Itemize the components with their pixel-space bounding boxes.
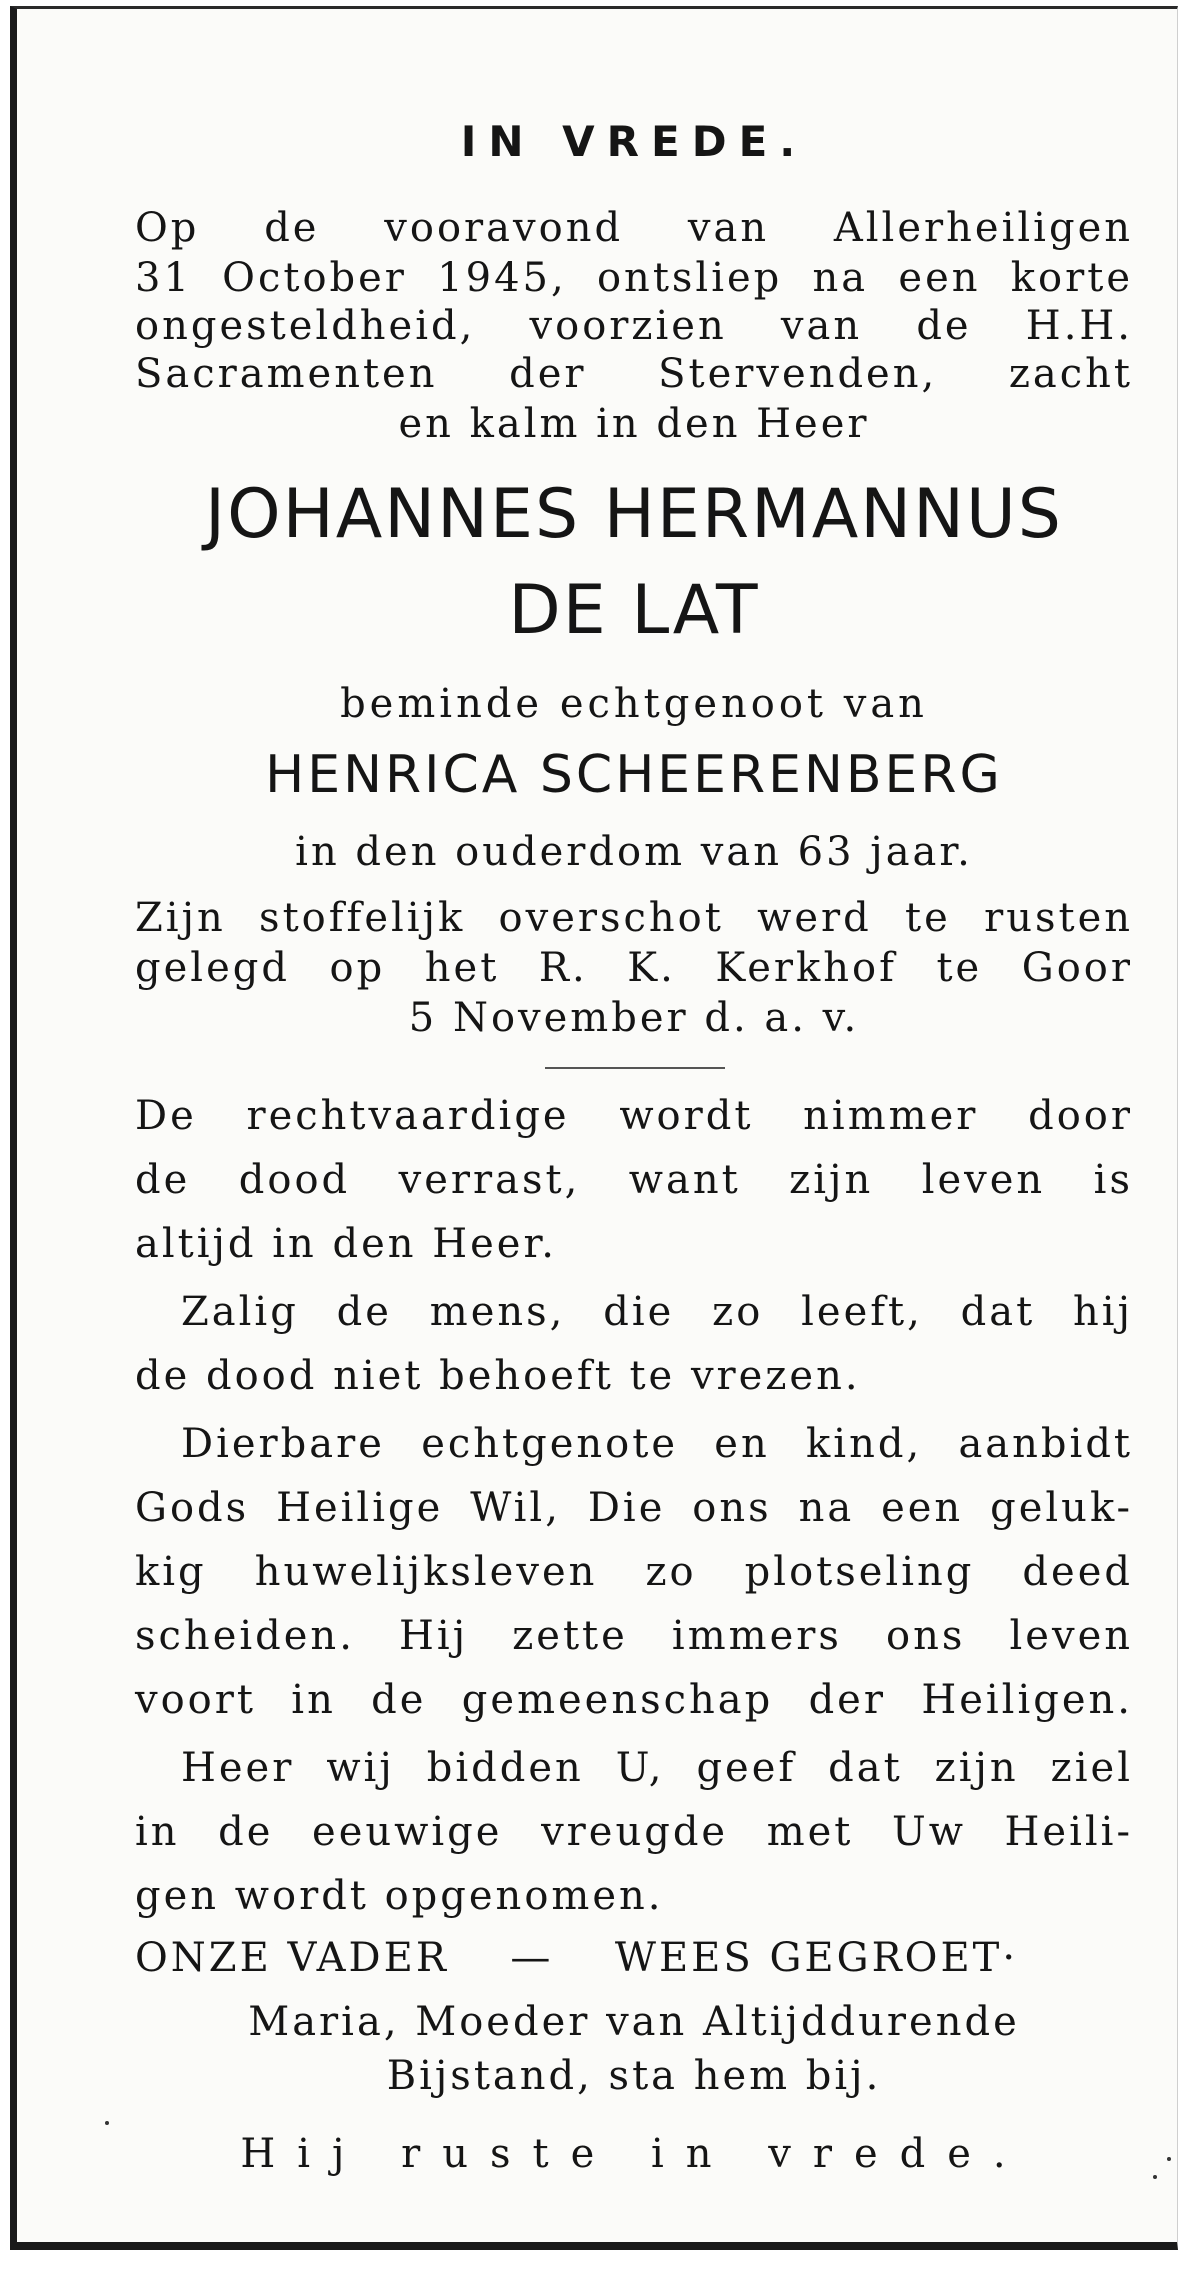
invocation-line: Maria, Moeder van Altijddurende bbox=[248, 1999, 1020, 2045]
intro-line: Sacramenten der Stervenden, zacht bbox=[135, 351, 1133, 397]
text-line: Zalig de mens, die zo leeft, dat hij bbox=[181, 1289, 1133, 1335]
age-line: in den ouderdom van 63 jaar. bbox=[295, 829, 973, 875]
text-line: de dood verrast, want zijn leven is bbox=[135, 1157, 1133, 1203]
prayer-separator: — bbox=[510, 1935, 554, 1981]
burial-line: 5 November d. a. v. bbox=[408, 995, 860, 1041]
intro-line: en kalm in den Heer bbox=[398, 401, 870, 447]
text-line: Dierbare echtgenote en kind, aanbidt bbox=[181, 1421, 1133, 1467]
spouse-label: beminde echtgenoot van bbox=[340, 681, 928, 727]
text-line: altijd in den Heer. bbox=[135, 1221, 557, 1267]
text-line: in de eeuwige vreugde met Uw Heili- bbox=[135, 1809, 1133, 1855]
text-line: kig huwelijksleven zo plotseling deed bbox=[135, 1549, 1133, 1595]
text-line: gen wordt opgenomen. bbox=[135, 1873, 664, 1919]
text-line: de dood niet behoeft te vrezen. bbox=[135, 1353, 861, 1399]
prayers-line bbox=[135, 1935, 1133, 1981]
prayer-left: ONZE VADER bbox=[135, 1935, 449, 1981]
deceased-first-names: JOHANNES HERMANNUS bbox=[205, 475, 1063, 554]
closing-line: Hij ruste in vrede. bbox=[240, 2131, 1028, 2177]
print-speck bbox=[1153, 2175, 1157, 2179]
invocation-line: Bijstand, sta hem bij. bbox=[386, 2053, 882, 2099]
divider bbox=[545, 1067, 725, 1069]
text-line: voort in de gemeenschap der Heiligen. bbox=[135, 1677, 1133, 1723]
heading: IN VREDE. bbox=[460, 117, 808, 166]
intro-line: Op de vooravond van Allerheiligen bbox=[135, 205, 1133, 251]
memorial-card bbox=[10, 6, 1178, 2250]
text-line: De rechtvaardige wordt nimmer door bbox=[135, 1093, 1133, 1139]
text-line: Heer wij bidden U, geef dat zijn ziel bbox=[181, 1745, 1133, 1791]
print-speck bbox=[1167, 2157, 1171, 2161]
text-line: Gods Heilige Wil, Die ons na een geluk- bbox=[135, 1485, 1133, 1531]
intro-line: ongesteldheid, voorzien van de H.H. bbox=[135, 303, 1133, 349]
burial-line: Zijn stoffelijk overschot werd te rusten bbox=[135, 895, 1133, 941]
print-speck bbox=[105, 2121, 109, 2125]
prayer-right: WEES GEGROET· bbox=[614, 1935, 1019, 1981]
spouse-name: HENRICA SCHEERENBERG bbox=[265, 745, 1003, 805]
text-line: scheiden. Hij zette immers ons leven bbox=[135, 1613, 1133, 1659]
deceased-surname: DE LAT bbox=[508, 571, 760, 650]
intro-line: 31 October 1945, ontsliep na een korte bbox=[135, 255, 1133, 301]
burial-line: gelegd op het R. K. Kerkhof te Goor bbox=[135, 945, 1133, 991]
